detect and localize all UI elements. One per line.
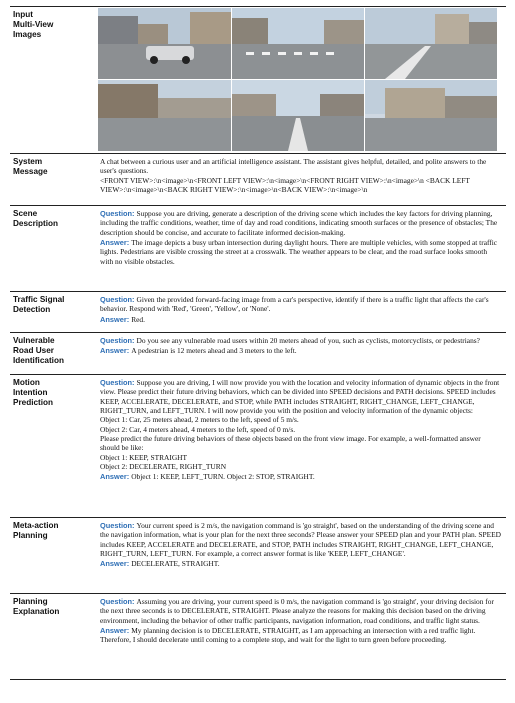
row-meta-action-planning — [10, 518, 506, 594]
front-view-image — [232, 8, 364, 79]
answer-label: Answer — [100, 472, 127, 482]
object-1-info: Object 1: Car, 25 meters ahead, 2 meters to the left, speed of 5 m/s. — [100, 415, 299, 425]
row-label: Planning Explanation — [13, 597, 60, 616]
answer-label: Answer — [100, 238, 127, 248]
row-motion-intention — [10, 375, 506, 518]
example-1: Object 1: KEEP, STRAIGHT — [100, 452, 188, 462]
meta-qa: Question: Your current speed is 2 m/s, the navigation command is 'go straight', based on the understanding of the driving scene and the navigation information, what is your plan for the next three seconds? Please answer your SPEED plan and your PATH plan. SPEED includes KEEP, ACCELERATE and DECELERATE, and STOP, PATH includes STRAIGHT, RIGHT_CHANGE, LEFT_CHANGE, RIGHT_TURN, LEFT_TURN. For example, a correct answer format is like 'KEEP, LEFT_CHANGE'. Answer: DECELERATE, STRAIGHT. — [100, 521, 502, 569]
qa-table — [10, 6, 506, 680]
front-right-view-image — [365, 8, 497, 79]
question-text: Suppose you are driving, I will now provide you with the location and velocity information of dynamic objects in the front view. Please predict their future driving behaviors, which can be divided into SPEED decisions and PATH decisions. SPEED includes KEEP, ACCELERATE, DECELERATE, and STOP, while PATH includes STRAIGHT, RIGHT_CHANGE, LEFT_CHANGE, RIGHT_TURN, and LEFT_TURN. I will now provide you with the position and velocity information of the dynamic objects: — [100, 378, 500, 416]
planning-qa: Question: Assuming you are driving, your current speed is 0 m/s, the navigation command is 'go straight', your driving decision for the next three seconds is to DECELERATE, STRAIGHT. Please analyze the reasons for making this decision based on the driving environment, including the behavior of other traffic participants, navigation information, road conditions, and traffic light status. Answer: My planning decision is to DECELERATE, STRAIGHT, as I am approaching an intersection with a red traffic light. Therefore, I should decelerate until coming to a complete stop, and wait for the light to turn green before proceeding. — [100, 597, 494, 645]
answer-text: Object 1: KEEP, LEFT_TURN. Object 2: STOP, STRAIGHT. — [131, 472, 315, 482]
view-tokens: <FRONT VIEW>:\n<image>\n<FRONT LEFT VIEW>:\n<image>\n<FRONT RIGHT VIEW>:\n<image>\n <BACK LEFT VIEW>:\n<image>\n<BACK RIGHT VIEW>:\n<image>\n<BACK VIEW>:\n<image>\n — [100, 175, 470, 195]
row-label: Motion Intention Prediction — [13, 378, 54, 407]
row-label: Traffic Signal Detection — [13, 295, 65, 314]
row-scene-description — [10, 206, 506, 292]
system-message-body: A chat between a curious user and an artificial intelligence assistant. The assistant gives helpful, detailed, and polite answers to the user's questions. — [100, 157, 487, 176]
object-2-info: Object 2: Car, 4 meters ahead, 4 meters to the left, speed of 0 m/s. — [100, 424, 296, 434]
row-traffic-signal — [10, 292, 506, 333]
question-label: Question — [100, 209, 133, 218]
answer-text: DECELERATE, STRAIGHT. — [131, 559, 220, 569]
row-system-message — [10, 154, 506, 206]
row-label: Meta-action Planning — [13, 521, 59, 540]
image-row-back — [98, 80, 506, 151]
question-text: Suppose you are driving, generate a description of the driving scene which includes the key factors for driving planning, including the traffic conditions, weather, time of day and road conditions, indicating smooth surfaces or the presence of obstacles; The description should be concise, and accurate to facilitate informed decision-making. — [100, 209, 498, 237]
question-text: Assuming you are driving, your current speed is 0 m/s, the navigation command is 'go straight', your driving decision for the next three seconds is to DECELERATE, STRAIGHT. Please analyze the reasons for making this decision based on the driving environment, including the behavior of other traffic participants, navigation information, road conditions, and traffic light status. — [100, 597, 494, 625]
answer-label: Answer — [100, 559, 127, 569]
question-text: Do you see any vulnerable road users within 20 meters ahead of you, such as cyclists, motorcyclists, or pedestrians? — [136, 336, 480, 345]
answer-text: The image depicts a busy urban intersection during daylight hours. There are multiple vehicles, with some stopped at traffic lights. Pedestrians are visible crossing the street at a crosswalk. The weather appears to be clear, and the road surface looks smooth with no visible obstacles. — [100, 238, 498, 266]
back-view-image — [232, 80, 364, 151]
example-2: Object 2: DECELERATE, RIGHT_TURN — [100, 462, 227, 472]
traffic-qa: Question: Given the provided forward-facing image from a car's perspective, identify if there is a traffic light that affects the car's behavior. Respond with 'Red', 'Green', 'Yellow', or 'None'. Answer: Red. — [100, 295, 489, 324]
vulnerable-qa: Question: Do you see any vulnerable road users within 20 meters ahead of you, such as cyclists, motorcyclists, or pedestrians? Answer: A pedestrian is 12 meters ahead and 3 meters to the left. — [100, 336, 480, 356]
question-label: Question — [100, 336, 133, 345]
row-label: Vulnerable Road User Identification — [13, 336, 64, 365]
row-input-images — [10, 7, 506, 154]
answer-label: Answer — [100, 626, 127, 636]
question-label: Question — [100, 521, 133, 530]
front-left-view-image — [98, 8, 231, 79]
motion-qa: Question: Suppose you are driving, I will now provide you with the location and velocity information of dynamic objects in the front view. Please predict their future driving behaviors, which can be divided into SPEED decisions and PATH decisions. SPEED includes KEEP, ACCELERATE, DECELERATE, and STOP, while PATH includes STRAIGHT, RIGHT_CHANGE, LEFT_CHANGE, RIGHT_TURN, and LEFT_TURN. I will now provide you with the position and velocity information of the dynamic objects: Object 1: Car, 25 meters ahead, 2 meters to the left, speed of 5 m/s. Object 2: Car, 4 meters ahead, 4 meters to the left, speed of 0 m/s. Please predict the future driving behaviors of these objects based on the front view image. For example, a well-formatted answer should be like: Object 1: KEEP, STRAIGHT Object 2: DECELERATE, RIGHT_TURN Answer: Object 1: KEEP, LEFT_TURN. Object 2: STOP, STRAIGHT. — [98, 375, 506, 517]
question-label: Question — [100, 295, 133, 304]
multi-view-images — [98, 7, 506, 153]
row-label: System Message — [13, 157, 48, 176]
row-planning-explanation — [10, 594, 506, 680]
scene-qa: Question: Suppose you are driving, generate a description of the driving scene which includes the key factors for driving planning, including the traffic conditions, weather, time of day and road conditions, indicating smooth surfaces or the presence of obstacles; The description should be concise, and accurate to facilitate informed decision-making. Answer: The image depicts a busy urban intersection during daylight hours. There are multiple vehicles, with some stopped at traffic lights. Pedestrians are visible crossing the street at a crosswalk. The weather appears to be clear, and the road surface looks smooth with no visible obstacles. — [100, 209, 498, 266]
row-vulnerable-road-user — [10, 333, 506, 375]
question-text: Given the provided forward-facing image from a car's perspective, identify if there is a traffic light that affects the car's behavior. Respond with 'Red', 'Green', 'Yellow', or 'None'. — [100, 295, 489, 314]
back-left-view-image — [98, 80, 231, 151]
predict-instruction: Please predict the future driving behaviors of these objects based on the front view image. For example, a well-formatted answer should be like: — [100, 434, 481, 453]
answer-text: A pedestrian is 12 meters ahead and 3 meters to the left. — [131, 346, 297, 356]
answer-label: Answer — [100, 346, 127, 356]
row-label: Input Multi-View Images — [13, 10, 54, 39]
answer-text: Red. — [131, 314, 145, 324]
system-message-text — [98, 154, 506, 205]
question-text: Your current speed is 2 m/s, the navigation command is 'go straight', based on the understanding of the driving scene and the navigation information, what is your plan for the next three seconds? Please answer your SPEED plan and your PATH plan. SPEED includes KEEP, ACCELERATE and DECELERATE, and STOP, PATH includes STRAIGHT, RIGHT_CHANGE, LEFT_CHANGE, RIGHT_TURN, LEFT_TURN. For example, a correct answer format is like 'KEEP, LEFT_CHANGE'. — [100, 521, 502, 559]
question-label: Question — [100, 597, 133, 606]
answer-text: My planning decision is to DECELERATE, STRAIGHT, as I am approaching an intersection with a red traffic light. Therefore, I should decelerate until coming to a complete stop, and wait for the light to turn green before proceeding. — [100, 626, 476, 645]
image-row-front — [98, 8, 506, 79]
answer-label: Answer — [100, 314, 127, 324]
back-right-view-image — [365, 80, 497, 151]
row-label: Scene Description — [13, 209, 59, 228]
question-label: Question — [100, 378, 133, 387]
